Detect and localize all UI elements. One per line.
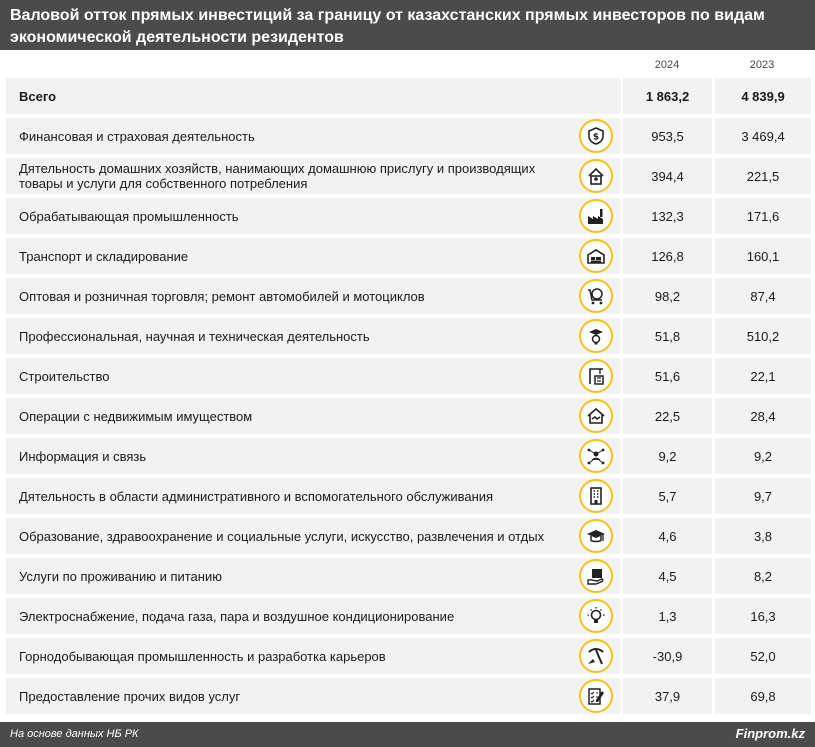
- value-2024-cell: [623, 198, 712, 234]
- table-row: [6, 478, 811, 514]
- value-2023-cell: [715, 358, 811, 394]
- row-value-2024: 51,8: [654, 328, 681, 344]
- row-label-cell: [6, 478, 620, 514]
- row-value-2024: 37,9: [654, 688, 681, 704]
- value-2023-cell: [715, 398, 811, 434]
- row-value-2023: 3,8: [753, 528, 773, 544]
- value-2024-cell: [623, 238, 712, 274]
- value-2023-cell: [715, 198, 811, 234]
- value-2023-cell: [715, 118, 811, 154]
- column-header-2024: 2024: [654, 59, 680, 71]
- total-row: [6, 78, 811, 114]
- column-header-2023: 2023: [749, 59, 775, 71]
- table-row: [6, 158, 811, 194]
- column-headers: [6, 54, 811, 78]
- row-label-cell: [6, 78, 620, 114]
- value-2023-cell: [715, 638, 811, 674]
- row-value-2023: 8,2: [753, 568, 773, 584]
- checklist-pen-icon: [579, 679, 613, 713]
- row-value-2023: 22,1: [750, 368, 776, 384]
- value-2024-cell: [623, 438, 712, 474]
- row-value-2024: 4,5: [658, 568, 677, 584]
- row-value-2023: 221,5: [746, 168, 780, 184]
- row-label: Электроснабжение, подача газа, пара и воздушное кондиционирование: [19, 608, 455, 624]
- value-2024-cell: [623, 398, 712, 434]
- row-label-cell: [6, 238, 620, 274]
- row-value-2024: 22,5: [654, 408, 681, 424]
- table-row: [6, 518, 811, 554]
- total-label: Всего: [19, 88, 57, 104]
- row-label: Информация и связь: [19, 448, 147, 464]
- table-row: [6, 118, 811, 154]
- row-label: Дятельность домашних хозяйств, нанимающих домашнюю прислугу и производящих товары и услуги для собственного потребления: [19, 161, 536, 191]
- row-value-2023: 510,2: [746, 328, 780, 344]
- table-row: [6, 638, 811, 674]
- row-label-cell: [6, 198, 620, 234]
- row-label-cell: [6, 158, 620, 194]
- row-value-2023: 9,7: [753, 488, 773, 504]
- row-value-2023: 3 469,4: [741, 128, 785, 144]
- value-2024-cell: [623, 278, 712, 314]
- value-2024-cell: [623, 358, 712, 394]
- value-2023-cell: [715, 278, 811, 314]
- brand-logo: Finprom.kz: [735, 726, 805, 741]
- household-icon: [579, 159, 613, 193]
- row-label-cell: [6, 278, 620, 314]
- row-label: Операции с недвижимым имуществом: [19, 408, 253, 424]
- row-label: Обрабатывающая промышленность: [19, 208, 239, 224]
- row-value-2023: 9,2: [753, 448, 773, 464]
- cart-globe-icon: [579, 279, 613, 313]
- hotel-hand-icon: [579, 559, 613, 593]
- row-value-2024: 51,6: [654, 368, 681, 384]
- row-value-2023: 160,1: [746, 248, 780, 264]
- value-2023-cell: [715, 318, 811, 354]
- source-note: На основе данных НБ РК: [10, 728, 139, 740]
- row-label-cell: [6, 598, 620, 634]
- finance-shield-icon: [579, 119, 613, 153]
- table-row: [6, 398, 811, 434]
- row-value-2024: 9,2: [658, 448, 677, 464]
- office-building-icon: [579, 479, 613, 513]
- value-2023-cell: [715, 598, 811, 634]
- row-label: Образование, здравоохранение и социальные услуги, искусство, развлечения и отдых: [19, 528, 545, 544]
- row-value-2024: 98,2: [654, 288, 681, 304]
- row-value-2023: 52,0: [750, 648, 776, 664]
- pickaxe-icon: [579, 639, 613, 673]
- table-row: [6, 558, 811, 594]
- row-label-cell: [6, 118, 620, 154]
- row-label: Услуги по проживанию и питанию: [19, 568, 222, 584]
- table-row: [6, 598, 811, 634]
- row-value-2023: 16,3: [750, 608, 776, 624]
- table-row: [6, 678, 811, 714]
- row-value-2024: 1,3: [658, 608, 677, 624]
- table-row: [6, 318, 811, 354]
- row-label-cell: [6, 558, 620, 594]
- warehouse-truck-icon: [579, 239, 613, 273]
- row-value-2023: 69,8: [750, 688, 776, 704]
- value-2024-cell: [623, 478, 712, 514]
- svg-text:$: $: [592, 132, 600, 143]
- row-value-2024: 394,4: [651, 168, 684, 184]
- row-label-cell: [6, 438, 620, 474]
- value-2024-cell: [623, 638, 712, 674]
- value-2024-cell: [623, 78, 712, 114]
- value-2024-cell: [623, 518, 712, 554]
- house-handshake-icon: [579, 399, 613, 433]
- value-2024-cell: [623, 678, 712, 714]
- value-2023-cell: [715, 558, 811, 594]
- row-value-2024: 132,3: [651, 208, 684, 224]
- value-2023-cell: [715, 78, 811, 114]
- value-2024-cell: [623, 318, 712, 354]
- row-label-cell: [6, 638, 620, 674]
- row-value-2023: 28,4: [750, 408, 776, 424]
- graduate-bulb-icon: [579, 319, 613, 353]
- value-2024-cell: [623, 118, 712, 154]
- value-2023-cell: [715, 238, 811, 274]
- row-label-cell: [6, 518, 620, 554]
- value-2024-cell: [623, 158, 712, 194]
- lightbulb-icon: [579, 599, 613, 633]
- row-value-2023: 171,6: [746, 208, 780, 224]
- row-value-2024: -30,9: [652, 648, 683, 664]
- row-label: Строительство: [19, 368, 110, 384]
- value-2023-cell: [715, 438, 811, 474]
- row-label: Оптовая и розничная торговля; ремонт автомобилей и мотоциклов: [19, 288, 425, 304]
- value-2023-cell: [715, 158, 811, 194]
- row-label: Горнодобывающая промышленность и разработка карьеров: [19, 648, 386, 664]
- value-2024-cell: [623, 598, 712, 634]
- network-person-icon: [579, 439, 613, 473]
- value-2023-cell: [715, 518, 811, 554]
- row-value-2024: 126,8: [651, 248, 684, 264]
- footer: [0, 722, 815, 747]
- table-row: [6, 278, 811, 314]
- page-title: Валовой отток прямых инвестиций за границу от казахстанских прямых инвесторов по видам экономической деятельности резидентов: [0, 0, 815, 50]
- table-row: [6, 198, 811, 234]
- row-label: Профессиональная, научная и техническая деятельность: [19, 328, 370, 344]
- data-table: [6, 54, 811, 718]
- table-row: [6, 358, 811, 394]
- activity-rows: [6, 118, 811, 714]
- graduation-cap-icon: [579, 519, 613, 553]
- construction-crane-icon: [579, 359, 613, 393]
- value-2023-cell: [715, 478, 811, 514]
- row-label: Транспорт и складирование: [19, 248, 189, 264]
- total-value-2024: 1 863,2: [645, 88, 690, 104]
- value-2024-cell: [623, 558, 712, 594]
- row-value-2024: 4,6: [658, 528, 677, 544]
- table-row: [6, 438, 811, 474]
- row-label: Предоставление прочих видов услуг: [19, 688, 241, 704]
- row-label: Дятельность в области административного и вспомогательного обслуживания: [19, 488, 494, 504]
- row-label-cell: [6, 358, 620, 394]
- row-label: Финансовая и страховая деятельность: [19, 128, 255, 144]
- row-label-cell: [6, 318, 620, 354]
- row-value-2024: 5,7: [658, 488, 677, 504]
- total-value-2023: 4 839,9: [741, 88, 785, 104]
- row-label-cell: [6, 678, 620, 714]
- row-value-2024: 953,5: [651, 128, 684, 144]
- row-label-cell: [6, 398, 620, 434]
- table-row: [6, 238, 811, 274]
- value-2023-cell: [715, 678, 811, 714]
- factory-icon: [579, 199, 613, 233]
- row-value-2023: 87,4: [750, 288, 776, 304]
